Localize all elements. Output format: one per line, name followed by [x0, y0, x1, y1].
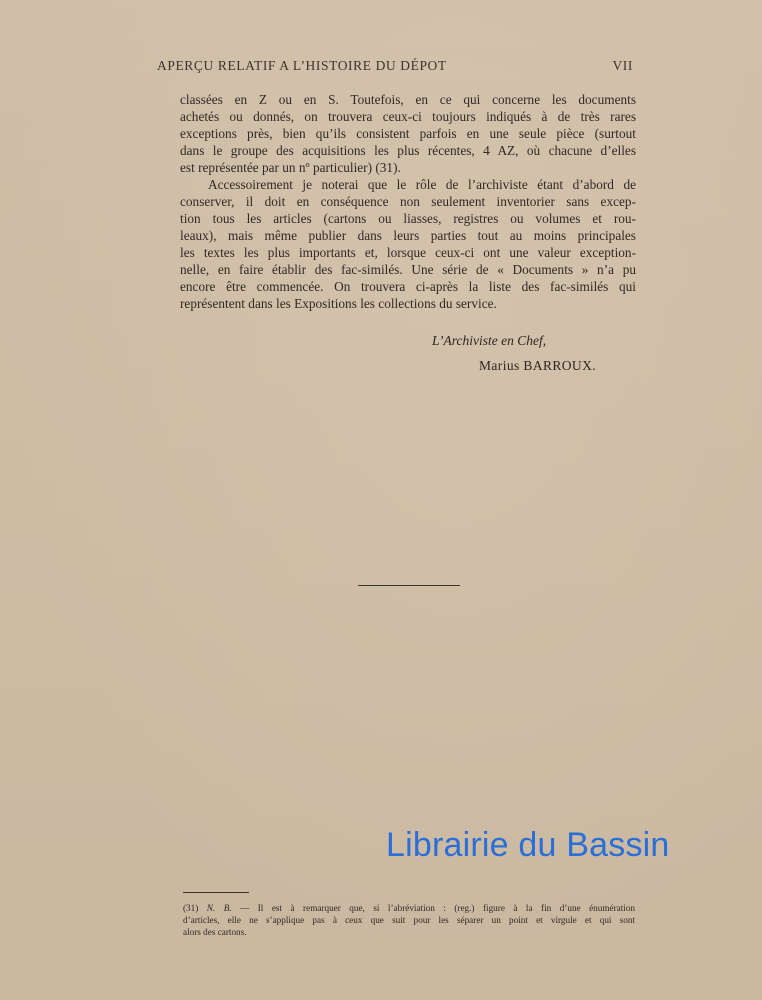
running-header [157, 58, 633, 76]
footnote-marker: (31) [183, 903, 199, 913]
running-title: APERÇU RELATIF A L’HISTOIRE DU DÉPOT [157, 58, 447, 73]
footnote-line: alors des cartons. [183, 927, 247, 937]
text-line: nelle, en faire établir des fac-similés. Une série de « Documents » n’a pu [180, 262, 636, 277]
footnote-text: — Il est à remarquer que, si l’abréviation : (reg.) figure à la fin d’une énumération [240, 903, 636, 913]
text-line: classées en Z ou en S. Toutefois, en ce qui concerne les documents [180, 92, 636, 107]
page-number: VII [612, 58, 633, 73]
text-line: représentent dans les Expositions les collections du service. [180, 296, 497, 311]
text-line: encore être commencée. On trouvera ci-après la liste des fac-similés qui [180, 279, 636, 294]
footnote-line [183, 902, 635, 914]
text-line: dans le groupe des acquisitions les plus récentes, 4 AZ, où chacune d’elles [180, 143, 636, 158]
text-line: les textes les plus importants et, lorsque ceux-ci ont une valeur exception- [180, 245, 636, 260]
text-line: achetés ou donnés, on trouvera ceux-ci toujours indiqués à de très rares [180, 109, 636, 124]
footnote-nb: N. B. [206, 903, 232, 913]
text-line: conserver, il doit en conséquence non seulement inventorier sans excep- [180, 194, 636, 209]
text-line: Accessoirement je noterai que le rôle de l’archiviste étant d’abord de [208, 177, 636, 192]
footnote-rule [183, 892, 249, 893]
body-text [180, 91, 636, 312]
footnote [183, 902, 635, 938]
text-line: leaux), mais même publier dans leurs parties tout au moins principales [180, 228, 636, 243]
footnote-line: d’articles, elle ne s’applique pas à ceux que suit pour les séparer un point et virgule et qui sont [183, 915, 635, 925]
signature-title: L’Archiviste en Chef, [432, 333, 547, 348]
watermark-text: Librairie du Bassin [386, 826, 670, 864]
signature-name: Marius BARROUX. [479, 358, 597, 373]
text-line: exceptions près, bien qu’ils consistent parfois en une seule pièce (surtout [180, 126, 636, 141]
section-divider [358, 585, 460, 586]
text-line: est représentée par un nº particulier) (31). [180, 160, 401, 175]
text-line: tion tous les articles (cartons ou liasses, registres ou volumes et rou- [180, 211, 636, 226]
